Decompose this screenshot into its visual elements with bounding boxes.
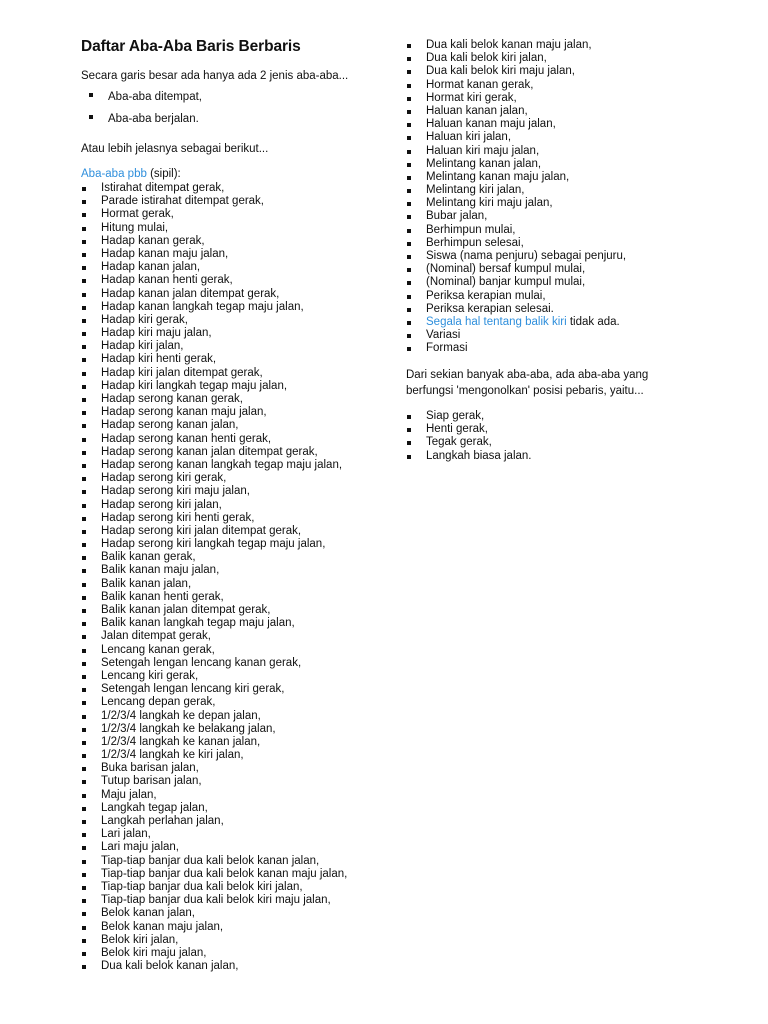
pbb-suffix: (sipil): — [146, 168, 181, 180]
list-item: Hadap serong kanan langkah tegap maju jalan, — [81, 459, 347, 472]
list-item: Hadap kiri henti gerak, — [81, 353, 347, 366]
list-item: Melintang kanan maju jalan, — [406, 171, 626, 184]
list-item: Hadap serong kiri jalan, — [81, 499, 347, 512]
balik-kiri-link[interactable]: Segala hal tentang balik kiri — [426, 316, 567, 328]
list-item: Hadap serong kiri langkah tegap maju jalan, — [81, 538, 347, 551]
list-item: Hadap serong kanan henti gerak, — [81, 433, 347, 446]
right-command-list — [406, 39, 626, 316]
list-item: Lari jalan, — [81, 828, 347, 841]
list-item: Hadap serong kiri maju jalan, — [81, 485, 347, 498]
list-item: Hadap kanan langkah tegap maju jalan, — [81, 301, 347, 314]
list-item: Lencang kiri gerak, — [81, 670, 347, 683]
list-item: 1/2/3/4 langkah ke belakang jalan, — [81, 723, 347, 736]
list-item: Langkah perlahan jalan, — [81, 815, 347, 828]
pbb-link[interactable]: Aba-aba pbb — [81, 168, 147, 180]
list-item: Parade istirahat ditempat gerak, — [81, 195, 347, 208]
list-item: Balik kanan langkah tegap maju jalan, — [81, 617, 347, 630]
list-item: Dua kali belok kanan jalan, — [81, 960, 347, 973]
list-item: Hadap kiri jalan ditempat gerak, — [81, 367, 347, 380]
list-item: Berhimpun mulai, — [406, 224, 626, 237]
list-item: (Nominal) bersaf kumpul mulai, — [406, 263, 626, 276]
intro-paragraph: Secara garis besar ada hanya ada 2 jenis aba-aba... — [81, 70, 349, 82]
list-item: Aba-aba berjalan. — [88, 110, 202, 132]
list-item: Tiap-tiap banjar dua kali belok kiri jalan, — [81, 881, 347, 894]
list-item: Hadap kanan henti gerak, — [81, 274, 347, 287]
list-item: Balik kanan gerak, — [81, 551, 347, 564]
list-item: Hadap kiri jalan, — [81, 340, 347, 353]
types-list — [88, 88, 202, 132]
list-item: Lari maju jalan, — [81, 841, 347, 854]
variation-list — [406, 329, 468, 355]
list-item: Hitung mulai, — [81, 222, 347, 235]
list-item: 1/2/3/4 langkah ke kanan jalan, — [81, 736, 347, 749]
left-command-list — [81, 182, 347, 973]
list-item: Lencang kanan gerak, — [81, 644, 347, 657]
list-item: Setengah lengan lencang kanan gerak, — [81, 657, 347, 670]
list-item — [406, 316, 620, 329]
list-item: Hadap serong kanan jalan, — [81, 419, 347, 432]
list-item: Periksa kerapian mulai, — [406, 290, 626, 303]
list-item: Langkah tegap jalan, — [81, 802, 347, 815]
list-item: Belok kiri jalan, — [81, 934, 347, 947]
list-item: Balik kanan henti gerak, — [81, 591, 347, 604]
list-item: Haluan kiri jalan, — [406, 131, 626, 144]
list-item: Dua kali belok kanan maju jalan, — [406, 39, 626, 52]
list-item: Balik kanan jalan, — [81, 578, 347, 591]
list-item: Berhimpun selesai, — [406, 237, 626, 250]
list-item: (Nominal) banjar kumpul mulai, — [406, 276, 626, 289]
list-item: Hadap kanan gerak, — [81, 235, 347, 248]
balik-suffix: tidak ada. — [566, 316, 620, 328]
list-item: Tiap-tiap banjar dua kali belok kanan maju jalan, — [81, 868, 347, 881]
list-item: Hadap kanan jalan ditempat gerak, — [81, 288, 347, 301]
list-item: Hadap kiri maju jalan, — [81, 327, 347, 340]
list-item: 1/2/3/4 langkah ke depan jalan, — [81, 710, 347, 723]
list-item: Hadap serong kanan gerak, — [81, 393, 347, 406]
final-command-list — [406, 410, 532, 463]
list-item: Lencang depan gerak, — [81, 696, 347, 709]
list-item: Hadap serong kanan maju jalan, — [81, 406, 347, 419]
list-item: Hadap serong kiri jalan ditempat gerak, — [81, 525, 347, 538]
list-item: Haluan kanan maju jalan, — [406, 118, 626, 131]
list-item: Melintang kiri maju jalan, — [406, 197, 626, 210]
list-item: Henti gerak, — [406, 423, 532, 436]
list-item: Tegak gerak, — [406, 436, 532, 449]
list-item: Melintang kiri jalan, — [406, 184, 626, 197]
list-item: Variasi — [406, 329, 468, 342]
list-item: Dua kali belok kiri jalan, — [406, 52, 626, 65]
pbb-heading — [81, 166, 181, 183]
list-item: Aba-aba ditempat, — [88, 88, 202, 110]
list-item: Periksa kerapian selesai. — [406, 303, 626, 316]
list-item: Dua kali belok kiri maju jalan, — [406, 65, 626, 78]
closing-line-2: berfungsi 'mengonolkan' posisi pebaris, yaitu... — [406, 384, 644, 397]
list-item: Hormat gerak, — [81, 208, 347, 221]
list-item: Hadap kiri gerak, — [81, 314, 347, 327]
list-item: Jalan ditempat gerak, — [81, 630, 347, 643]
list-item: Siap gerak, — [406, 410, 532, 423]
page-title: Daftar Aba-Aba Baris Berbaris — [81, 38, 301, 55]
list-item: Hadap serong kanan jalan ditempat gerak, — [81, 446, 347, 459]
list-item: Haluan kiri maju jalan, — [406, 145, 626, 158]
list-item: Hadap kiri langkah tegap maju jalan, — [81, 380, 347, 393]
closing-paragraph — [406, 368, 648, 399]
list-item: Belok kanan jalan, — [81, 907, 347, 920]
list-item: Melintang kanan jalan, — [406, 158, 626, 171]
list-item: Hadap serong kiri gerak, — [81, 472, 347, 485]
list-item: Hadap serong kiri henti gerak, — [81, 512, 347, 525]
list-item: Tiap-tiap banjar dua kali belok kanan jalan, — [81, 855, 347, 868]
list-item: Istirahat ditempat gerak, — [81, 182, 347, 195]
list-item: Belok kanan maju jalan, — [81, 921, 347, 934]
list-item: Balik kanan maju jalan, — [81, 564, 347, 577]
list-item: Hormat kiri gerak, — [406, 92, 626, 105]
balik-list — [406, 316, 620, 329]
closing-line-1: Dari sekian banyak aba-aba, ada aba-aba yang — [406, 369, 649, 381]
list-item: Buka barisan jalan, — [81, 762, 347, 775]
list-item: Haluan kanan jalan, — [406, 105, 626, 118]
list-item: Hadap kanan jalan, — [81, 261, 347, 274]
list-item: Langkah biasa jalan. — [406, 450, 532, 463]
list-item: Formasi — [406, 342, 468, 355]
list-item: Bubar jalan, — [406, 210, 626, 223]
list-item: Balik kanan jalan ditempat gerak, — [81, 604, 347, 617]
list-item: 1/2/3/4 langkah ke kiri jalan, — [81, 749, 347, 762]
list-item: Hadap kanan maju jalan, — [81, 248, 347, 261]
detail-intro-paragraph: Atau lebih jelasnya sebagai berikut... — [81, 143, 269, 155]
list-item: Tiap-tiap banjar dua kali belok kiri maju jalan, — [81, 894, 347, 907]
list-item: Maju jalan, — [81, 789, 347, 802]
list-item: Belok kiri maju jalan, — [81, 947, 347, 960]
list-item: Setengah lengan lencang kiri gerak, — [81, 683, 347, 696]
list-item: Hormat kanan gerak, — [406, 79, 626, 92]
list-item: Tutup barisan jalan, — [81, 775, 347, 788]
list-item: Siswa (nama penjuru) sebagai penjuru, — [406, 250, 626, 263]
